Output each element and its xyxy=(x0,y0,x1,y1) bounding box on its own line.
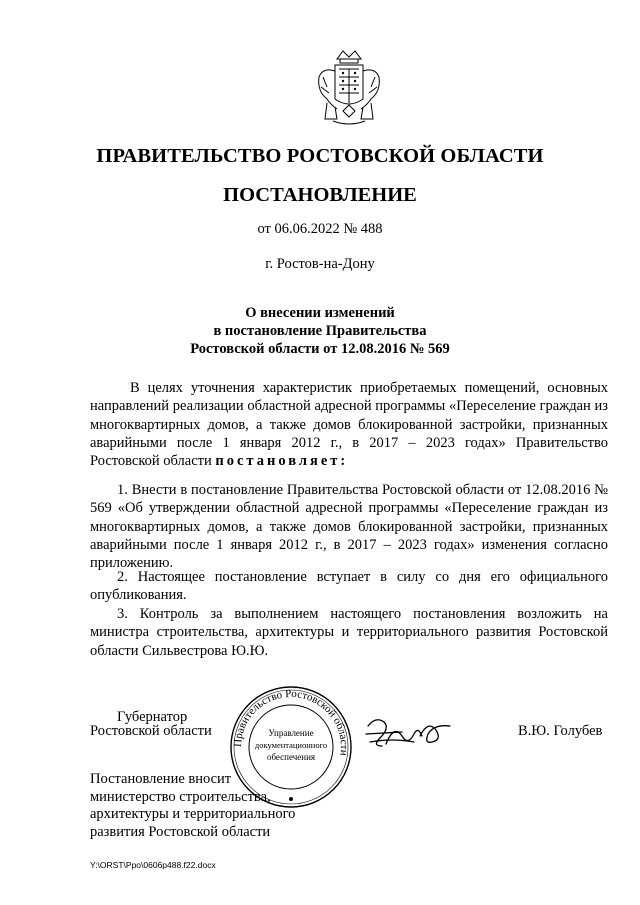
signatory-position: Губернатор xyxy=(117,709,188,725)
stamp-inner-line: обеспечения xyxy=(266,752,316,762)
preamble-paragraph xyxy=(90,379,608,470)
submitted-by-line: развития Ростовской области xyxy=(90,823,271,840)
item-2-paragraph: 2. Настоящее постановление вступает в силу со дня его официального опубликования. xyxy=(90,569,608,604)
stamp-ring-text: Правительство Ростовской области xyxy=(231,687,351,757)
item-3-paragraph: 3. Контроль за выполнением настоящего постановления возложить на министра строительства, архитектуры и территориального развития Ростовской области Сильвестрова Ю.Ю. xyxy=(90,606,608,659)
government-title: ПРАВИТЕЛЬСТВО РОСТОВСКОЙ ОБЛАСТИ xyxy=(96,145,544,167)
coat-of-arms-icon xyxy=(313,47,385,127)
subject-line: Ростовской области от 12.08.2016 № 569 xyxy=(190,341,450,357)
subject-heading xyxy=(0,304,640,358)
stamp-inner-line: Управление xyxy=(268,728,314,738)
handwritten-signature xyxy=(362,712,454,754)
subject-line: О внесении изменений xyxy=(245,305,395,321)
submitted-by-line: министерство строительства, xyxy=(90,788,271,805)
stamp-inner-line: документационного xyxy=(254,740,328,750)
resolves-word: постановляет: xyxy=(215,453,349,470)
subject-line: в постановление Правительства xyxy=(213,323,427,339)
date-number: от 06.06.2022 № 488 xyxy=(257,221,383,237)
submitted-by-note xyxy=(90,771,295,841)
preamble-text: В целях уточнения характеристик приобретаемых помещений, основных направлений реализации областной адресной программы «Переселение граждан из многоквартирных домов, а также домов блокированной застройки, признанных аварийными после 1 января 2012 г., в 2017 – 2023 годах» Правительство Ростовской области xyxy=(90,380,608,470)
submitted-by-line: Постановление вносит xyxy=(90,771,232,787)
item-1-paragraph: 1. Внести в постановление Правительства Ростовской области от 12.08.2016 № 569 «Об утверждении областной адресной программы «Переселение граждан из многоквартирных домов, а также домов блокированной застройки, признанных аварийными после 1 января 2012 г., в 2017 – 2023 годах» изменения согласно приложению. xyxy=(90,482,608,572)
signatory-region: Ростовской области xyxy=(90,723,212,739)
document-type: ПОСТАНОВЛЕНИЕ xyxy=(223,184,417,206)
file-path: Y:\ORST\Ppo\0606p488.f22.docx xyxy=(90,860,216,870)
submitted-by-line: архитектуры и территориального xyxy=(90,806,296,822)
signatory-name: В.Ю. Голубев xyxy=(518,723,603,739)
city: г. Ростов-на-Дону xyxy=(265,256,375,272)
